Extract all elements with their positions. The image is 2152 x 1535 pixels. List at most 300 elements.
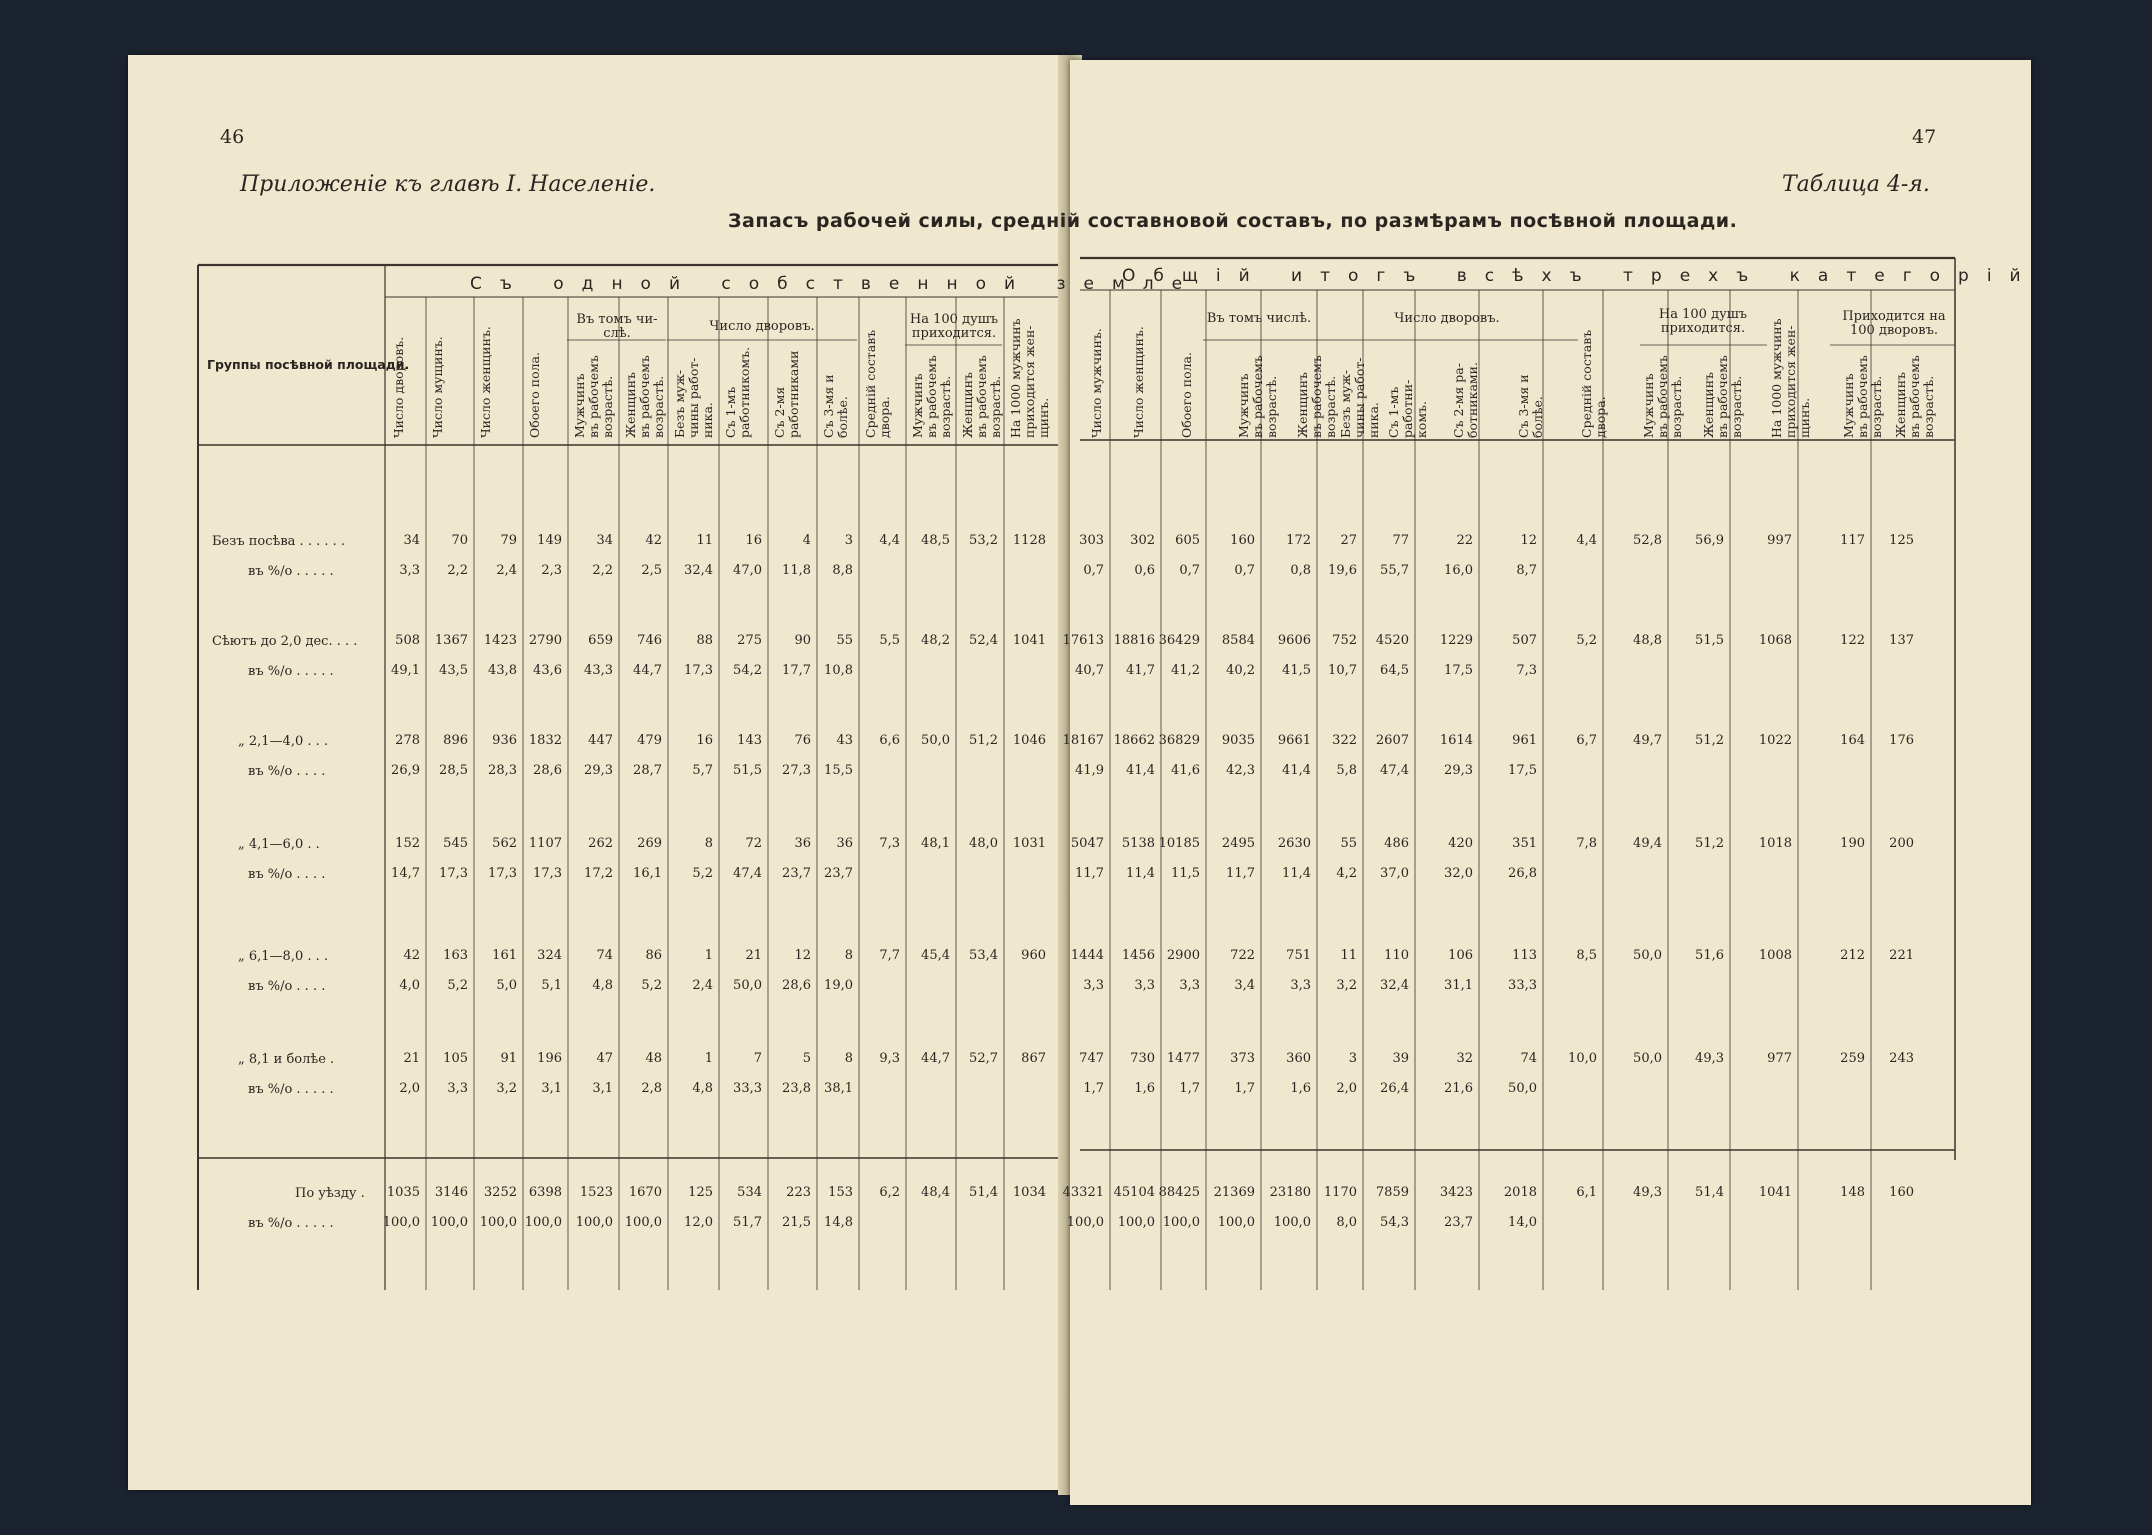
running-head-right: Таблица 4-я. xyxy=(1782,172,1930,197)
left-pct-cell: 17,3 xyxy=(488,866,517,881)
right-cell: 148 xyxy=(1840,1185,1865,1200)
left-pct-cell: 51,7 xyxy=(733,1215,762,1230)
left-cell: 1 xyxy=(704,1051,713,1066)
right-pct-cell: 41,5 xyxy=(1282,663,1311,678)
left-cell: 48,0 xyxy=(969,836,998,851)
left-cell: 1046 xyxy=(1012,733,1046,748)
right-cell: 2607 xyxy=(1375,733,1409,748)
left-pct-cell: 21,5 xyxy=(782,1215,811,1230)
left-pct-cell: 2,5 xyxy=(641,563,662,578)
right-col-header: Женщинъ въ рабочемъ возрастѣ. xyxy=(1295,355,1338,438)
left-pct-cell: 100,0 xyxy=(382,1215,420,1230)
left-pct-cell: 14,7 xyxy=(391,866,420,881)
right-col-header: Обоего пола. xyxy=(1179,352,1194,438)
right-pct-cell: 5,8 xyxy=(1336,763,1357,778)
left-cell: 8 xyxy=(844,948,853,963)
row-label: „ 4,1—6,0 . . xyxy=(238,837,320,852)
left-pct-cell: 23,8 xyxy=(782,1081,811,1096)
left-pct-cell: 100,0 xyxy=(430,1215,468,1230)
right-col-header: Женщинъ въ рабочемъ возрастѣ. xyxy=(1701,355,1744,438)
left-subheader-vtom: Въ томъ чи- слѣ. xyxy=(576,312,658,341)
left-pct-cell: 2,0 xyxy=(399,1081,420,1096)
right-pct-cell: 21,6 xyxy=(1444,1081,1473,1096)
left-cell: 55 xyxy=(836,633,853,648)
left-pct-cell: 4,8 xyxy=(592,978,613,993)
right-cell: 56,9 xyxy=(1695,533,1724,548)
left-cell: 53,2 xyxy=(969,533,998,548)
right-cell: 51,4 xyxy=(1695,1185,1724,1200)
right-cell: 2495 xyxy=(1221,836,1255,851)
right-pct-cell: 100,0 xyxy=(1273,1215,1311,1230)
right-cell: 48,8 xyxy=(1633,633,1662,648)
right-pct-cell: 17,5 xyxy=(1508,763,1537,778)
right-pct-cell: 3,3 xyxy=(1179,978,1200,993)
right-pct-cell: 40,7 xyxy=(1075,663,1104,678)
row-label: Безъ посѣва . . . . . . xyxy=(212,534,346,549)
right-cell: 5138 xyxy=(1121,836,1155,851)
left-cell: 1031 xyxy=(1012,836,1046,851)
right-pct-cell: 16,0 xyxy=(1444,563,1473,578)
left-cell: 269 xyxy=(637,836,662,851)
left-subheader-dvory: Число дворовъ. xyxy=(709,319,815,334)
left-cell: 867 xyxy=(1021,1051,1046,1066)
left-cell: 4 xyxy=(802,533,811,548)
right-pct-cell: 40,2 xyxy=(1226,663,1255,678)
left-cell: 34 xyxy=(596,533,613,548)
right-cell: 730 xyxy=(1130,1051,1155,1066)
left-group-header: Съ одной собственной земле xyxy=(470,274,1201,294)
right-cell: 122 xyxy=(1840,633,1865,648)
right-cell: 39 xyxy=(1392,1051,1409,1066)
right-cell: 1614 xyxy=(1439,733,1473,748)
left-cell: 90 xyxy=(794,633,811,648)
left-pct-cell: 47,4 xyxy=(733,866,762,881)
right-cell: 51,2 xyxy=(1695,836,1724,851)
right-col-header: Мужчинъ въ рабочемъ возрастѣ. xyxy=(1841,355,1884,438)
left-cell: 152 xyxy=(395,836,420,851)
left-cell: 562 xyxy=(492,836,517,851)
left-cell: 70 xyxy=(451,533,468,548)
left-pct-cell: 26,9 xyxy=(391,763,420,778)
left-page-number: 46 xyxy=(220,126,245,148)
right-cell: 110 xyxy=(1384,948,1409,963)
right-cell: 164 xyxy=(1840,733,1865,748)
right-cell: 172 xyxy=(1286,533,1311,548)
left-cell: 7 xyxy=(753,1051,762,1066)
left-cell: 1523 xyxy=(579,1185,613,1200)
left-pct-cell: 28,5 xyxy=(439,763,468,778)
title-part-left: Запасъ рабочей силы, средній состав xyxy=(728,210,1163,232)
right-cell: 221 xyxy=(1889,948,1914,963)
left-pct-cell: 3,1 xyxy=(592,1081,613,1096)
right-pct-cell: 3,3 xyxy=(1134,978,1155,993)
right-page-number: 47 xyxy=(1912,126,1937,148)
right-cell: 36429 xyxy=(1158,633,1200,648)
left-cell: 1035 xyxy=(386,1185,420,1200)
left-pct-cell: 12,0 xyxy=(684,1215,713,1230)
right-pct-cell: 50,0 xyxy=(1508,1081,1537,1096)
right-pct-cell: 64,5 xyxy=(1380,663,1409,678)
right-subheader-na100: На 100 душъ приходится. xyxy=(1658,307,1748,336)
right-pct-cell: 0,7 xyxy=(1083,563,1104,578)
left-cell: 51,4 xyxy=(969,1185,998,1200)
left-cell: 479 xyxy=(637,733,662,748)
right-cell: 351 xyxy=(1512,836,1537,851)
left-pct-cell: 5,1 xyxy=(541,978,562,993)
right-cell: 1477 xyxy=(1166,1051,1200,1066)
left-pct-cell: 28,6 xyxy=(533,763,562,778)
right-cell: 45104 xyxy=(1113,1185,1155,1200)
left-cell: 936 xyxy=(492,733,517,748)
right-pct-cell: 11,7 xyxy=(1075,866,1104,881)
left-col-header: Мужчинъ въ рабочемъ возрастѣ. xyxy=(572,355,615,438)
left-pct-cell: 44,7 xyxy=(633,663,662,678)
right-cell: 137 xyxy=(1889,633,1914,648)
left-cell: 1041 xyxy=(1012,633,1046,648)
left-cell: 52,4 xyxy=(969,633,998,648)
right-cell: 74 xyxy=(1520,1051,1537,1066)
right-cell: 1018 xyxy=(1758,836,1792,851)
right-col-header: Съ 2-мя ра- ботниками. xyxy=(1451,362,1480,438)
left-pct-cell: 14,8 xyxy=(824,1215,853,1230)
right-cell: 18816 xyxy=(1113,633,1155,648)
right-cell: 43321 xyxy=(1062,1185,1104,1200)
right-pct-cell: 41,9 xyxy=(1075,763,1104,778)
right-pct-cell: 0,7 xyxy=(1234,563,1255,578)
left-cell: 48 xyxy=(645,1051,662,1066)
right-pct-cell: 33,3 xyxy=(1508,978,1537,993)
left-cell: 16 xyxy=(745,533,762,548)
left-pct-cell: 5,0 xyxy=(496,978,517,993)
left-pct-cell: 23,7 xyxy=(824,866,853,881)
right-cell: 3 xyxy=(1348,1051,1357,1066)
right-cell: 4,4 xyxy=(1576,533,1597,548)
right-cell: 6,7 xyxy=(1576,733,1597,748)
left-pct-cell: 17,3 xyxy=(533,866,562,881)
right-cell: 9035 xyxy=(1221,733,1255,748)
left-col-header: Женщинъ въ рабочемъ возрастѣ. xyxy=(623,355,666,438)
row-label: „ 6,1—8,0 . . . xyxy=(238,949,329,964)
left-cell: 1367 xyxy=(434,633,468,648)
left-cell: 534 xyxy=(737,1185,762,1200)
right-cell: 10,0 xyxy=(1568,1051,1597,1066)
left-cell: 659 xyxy=(588,633,613,648)
right-cell: 160 xyxy=(1230,533,1255,548)
left-pct-cell: 27,3 xyxy=(782,763,811,778)
right-cell: 125 xyxy=(1889,533,1914,548)
right-cell: 176 xyxy=(1889,733,1914,748)
left-col-header: Безъ муж- чины работ- ника. xyxy=(672,357,715,438)
left-cell: 44,7 xyxy=(921,1051,950,1066)
right-pct-cell: 10,7 xyxy=(1328,663,1357,678)
right-pct-cell: 1,6 xyxy=(1290,1081,1311,1096)
right-cell: 605 xyxy=(1175,533,1200,548)
left-cell: 143 xyxy=(737,733,762,748)
right-cell: 5047 xyxy=(1070,836,1104,851)
left-cell: 3146 xyxy=(434,1185,468,1200)
left-col-header: Мужчинъ въ рабочемъ возрастѣ. xyxy=(910,355,953,438)
right-cell: 11 xyxy=(1340,948,1357,963)
right-cell: 212 xyxy=(1840,948,1865,963)
right-cell: 106 xyxy=(1448,948,1473,963)
left-cell: 8 xyxy=(704,836,713,851)
right-cell: 8,5 xyxy=(1576,948,1597,963)
left-cell: 1832 xyxy=(528,733,562,748)
left-pct-cell: 8,8 xyxy=(832,563,853,578)
left-cell: 36 xyxy=(794,836,811,851)
right-pct-cell: 41,4 xyxy=(1126,763,1155,778)
left-cell: 262 xyxy=(588,836,613,851)
right-cell: 1041 xyxy=(1758,1185,1792,1200)
left-pct-cell: 2,4 xyxy=(496,563,517,578)
left-cell: 9,3 xyxy=(879,1051,900,1066)
left-cell: 51,2 xyxy=(969,733,998,748)
left-cell: 43 xyxy=(836,733,853,748)
right-col-header: На 1000 мужчинъ приходится жен- щинъ. xyxy=(1769,318,1812,438)
right-col-header: Число мужчинъ. xyxy=(1089,328,1104,438)
right-cell: 4520 xyxy=(1375,633,1409,648)
left-cell: 3 xyxy=(844,533,853,548)
right-cell: 10185 xyxy=(1158,836,1200,851)
right-cell: 2900 xyxy=(1166,948,1200,963)
left-pct-cell: 32,4 xyxy=(684,563,713,578)
left-pct-cell: 50,0 xyxy=(733,978,762,993)
left-cell: 746 xyxy=(637,633,662,648)
row-pct-label: въ %/о . . . . . xyxy=(248,664,334,679)
right-pct-cell: 26,4 xyxy=(1380,1081,1409,1096)
right-pct-cell: 41,6 xyxy=(1171,763,1200,778)
left-pct-cell: 3,1 xyxy=(541,1081,562,1096)
left-cell: 5 xyxy=(802,1051,811,1066)
right-pct-cell: 41,4 xyxy=(1282,763,1311,778)
row-label: „ 8,1 и болѣе . xyxy=(238,1052,335,1067)
right-pct-cell: 0,8 xyxy=(1290,563,1311,578)
left-pct-cell: 43,6 xyxy=(533,663,562,678)
right-cell: 1444 xyxy=(1070,948,1104,963)
left-pct-cell: 51,5 xyxy=(733,763,762,778)
row-label: Сѣютъ до 2,0 дес. . . . xyxy=(212,634,358,649)
left-cell: 1 xyxy=(704,948,713,963)
left-pct-cell: 100,0 xyxy=(524,1215,562,1230)
left-cell: 1128 xyxy=(1012,533,1046,548)
left-pct-cell: 17,3 xyxy=(439,866,468,881)
left-cell: 508 xyxy=(395,633,420,648)
left-cell: 105 xyxy=(443,1051,468,1066)
right-cell: 21369 xyxy=(1213,1185,1255,1200)
right-pct-cell: 3,3 xyxy=(1290,978,1311,993)
right-pct-cell: 29,3 xyxy=(1444,763,1473,778)
right-cell: 7,8 xyxy=(1576,836,1597,851)
right-cell: 5,2 xyxy=(1576,633,1597,648)
right-pct-cell: 47,4 xyxy=(1380,763,1409,778)
right-cell: 51,2 xyxy=(1695,733,1724,748)
right-cell: 1008 xyxy=(1758,948,1792,963)
left-pct-cell: 2,2 xyxy=(592,563,613,578)
left-cell: 86 xyxy=(645,948,662,963)
right-pct-cell: 100,0 xyxy=(1117,1215,1155,1230)
left-cell: 47 xyxy=(596,1051,613,1066)
left-pct-cell: 3,2 xyxy=(496,1081,517,1096)
left-col-header: Число мущинъ. xyxy=(430,336,445,438)
left-pct-cell: 5,7 xyxy=(692,763,713,778)
left-pct-cell: 54,2 xyxy=(733,663,762,678)
right-cell: 259 xyxy=(1840,1051,1865,1066)
right-pct-cell: 8,7 xyxy=(1516,563,1537,578)
right-pct-cell: 23,7 xyxy=(1444,1215,1473,1230)
left-cell: 153 xyxy=(828,1185,853,1200)
left-pct-cell: 33,3 xyxy=(733,1081,762,1096)
left-pct-cell: 11,8 xyxy=(782,563,811,578)
left-cell: 6398 xyxy=(528,1185,562,1200)
right-pct-cell: 26,8 xyxy=(1508,866,1537,881)
right-cell: 9661 xyxy=(1277,733,1311,748)
left-cell: 7,7 xyxy=(879,948,900,963)
left-cell: 125 xyxy=(688,1185,713,1200)
left-pct-cell: 47,0 xyxy=(733,563,762,578)
right-cell: 50,0 xyxy=(1633,1051,1662,1066)
right-pct-cell: 1,7 xyxy=(1234,1081,1255,1096)
right-group-header: Общій итогъ всѣхъ трехъ категорій. xyxy=(1122,266,2062,286)
right-col-header: Съ 3-мя и болѣе. xyxy=(1516,374,1545,438)
right-pct-cell: 100,0 xyxy=(1162,1215,1200,1230)
left-cell: 6,2 xyxy=(879,1185,900,1200)
left-cell: 275 xyxy=(737,633,762,648)
left-cell: 88 xyxy=(696,633,713,648)
right-cell: 243 xyxy=(1889,1051,1914,1066)
right-col-header: Число женщинъ. xyxy=(1131,326,1146,438)
right-pct-cell: 100,0 xyxy=(1066,1215,1104,1230)
left-pct-cell: 17,2 xyxy=(584,866,613,881)
left-cell: 223 xyxy=(786,1185,811,1200)
right-pct-cell: 1,6 xyxy=(1134,1081,1155,1096)
right-cell: 12 xyxy=(1520,533,1537,548)
right-cell: 160 xyxy=(1889,1185,1914,1200)
left-cell: 7,3 xyxy=(879,836,900,851)
left-pct-cell: 5,2 xyxy=(692,866,713,881)
left-cell: 163 xyxy=(443,948,468,963)
right-cell: 747 xyxy=(1079,1051,1104,1066)
left-cell: 5,5 xyxy=(879,633,900,648)
right-cell: 117 xyxy=(1840,533,1865,548)
left-pct-cell: 3,3 xyxy=(399,563,420,578)
left-cell: 11 xyxy=(696,533,713,548)
left-pct-cell: 28,3 xyxy=(488,763,517,778)
left-cell: 161 xyxy=(492,948,517,963)
left-cell: 45,4 xyxy=(921,948,950,963)
left-col-header: Средній составъ двора. xyxy=(863,329,892,438)
left-cell: 6,6 xyxy=(879,733,900,748)
right-pct-cell: 3,3 xyxy=(1083,978,1104,993)
right-cell: 22 xyxy=(1456,533,1473,548)
left-cell: 48,1 xyxy=(921,836,950,851)
right-cell: 1022 xyxy=(1758,733,1792,748)
left-col-header: На 1000 мужчинъ приходится жен- щинъ. xyxy=(1008,318,1051,438)
right-pct-cell: 37,0 xyxy=(1380,866,1409,881)
right-col-header: Женщинъ въ рабочемъ возрастѣ. xyxy=(1893,355,1936,438)
left-cell: 4,4 xyxy=(879,533,900,548)
right-cell: 751 xyxy=(1286,948,1311,963)
right-pct-cell: 4,2 xyxy=(1336,866,1357,881)
left-cell: 42 xyxy=(645,533,662,548)
left-pct-cell: 2,8 xyxy=(641,1081,662,1096)
title-part-right: новой составъ, по размѣрамъ посѣвной площади. xyxy=(1162,210,1738,232)
right-cell: 88425 xyxy=(1158,1185,1200,1200)
left-cell: 48,5 xyxy=(921,533,950,548)
row-label: „ 2,1—4,0 . . . xyxy=(238,734,329,749)
right-cell: 17613 xyxy=(1062,633,1104,648)
left-pct-cell: 2,3 xyxy=(541,563,562,578)
right-subheader-prih: Приходится на 100 дворовъ. xyxy=(1842,309,1946,338)
right-pct-cell: 32,4 xyxy=(1380,978,1409,993)
right-pct-cell: 1,7 xyxy=(1179,1081,1200,1096)
right-col-header: Мужчинъ въ рабочемъ возрастѣ. xyxy=(1641,355,1684,438)
left-col-header: Съ 1-мъ работникомъ. xyxy=(723,346,752,438)
right-pct-cell: 1,7 xyxy=(1083,1081,1104,1096)
right-cell: 1170 xyxy=(1323,1185,1357,1200)
right-subheader-dvory: Число дворовъ. xyxy=(1394,311,1500,326)
right-subheader-vtom: Въ томъ числѣ. xyxy=(1206,311,1312,326)
right-cell: 507 xyxy=(1512,633,1537,648)
left-pct-cell: 17,7 xyxy=(782,663,811,678)
right-cell: 486 xyxy=(1384,836,1409,851)
left-pct-cell: 29,3 xyxy=(584,763,613,778)
left-pct-cell: 43,8 xyxy=(488,663,517,678)
right-cell: 77 xyxy=(1392,533,1409,548)
left-pct-cell: 38,1 xyxy=(824,1081,853,1096)
left-col-header: Женщинъ въ рабочемъ возрастѣ. xyxy=(960,355,1003,438)
left-pct-cell: 49,1 xyxy=(391,663,420,678)
left-cell: 52,7 xyxy=(969,1051,998,1066)
right-cell: 36829 xyxy=(1158,733,1200,748)
left-pct-cell: 28,7 xyxy=(633,763,662,778)
right-cell: 32 xyxy=(1456,1051,1473,1066)
left-cell: 447 xyxy=(588,733,613,748)
right-cell: 52,8 xyxy=(1633,533,1662,548)
left-pct-cell: 10,8 xyxy=(824,663,853,678)
left-cell: 48,4 xyxy=(921,1185,950,1200)
right-cell: 1229 xyxy=(1439,633,1473,648)
right-pct-cell: 14,0 xyxy=(1508,1215,1537,1230)
left-col-header: Число женщинъ. xyxy=(478,326,493,438)
right-cell: 200 xyxy=(1889,836,1914,851)
row-pct-label: въ %/о . . . . . xyxy=(248,1082,334,1097)
row-pct-label: въ %/о . . . . . xyxy=(248,1216,334,1231)
right-pct-cell: 32,0 xyxy=(1444,866,1473,881)
right-pct-cell: 0,7 xyxy=(1179,563,1200,578)
left-cell: 1423 xyxy=(483,633,517,648)
left-cell: 896 xyxy=(443,733,468,748)
right-pct-cell: 11,5 xyxy=(1171,866,1200,881)
right-pct-cell: 42,3 xyxy=(1226,763,1255,778)
left-pct-cell: 43,3 xyxy=(584,663,613,678)
right-cell: 55 xyxy=(1340,836,1357,851)
left-cell: 21 xyxy=(403,1051,420,1066)
running-head-left: Приложеніе къ главѣ I. Населеніе. xyxy=(240,172,656,197)
right-cell: 1456 xyxy=(1121,948,1155,963)
left-col-header: Съ 2-мя работниками xyxy=(772,350,801,438)
left-col-header: Обоего пола. xyxy=(527,352,542,438)
right-cell: 51,5 xyxy=(1695,633,1724,648)
right-cell: 302 xyxy=(1130,533,1155,548)
left-cell: 74 xyxy=(596,948,613,963)
left-pct-cell: 19,0 xyxy=(824,978,853,993)
right-pct-cell: 7,3 xyxy=(1516,663,1537,678)
right-pct-cell: 11,7 xyxy=(1226,866,1255,881)
stub-header: Группы посѣвной площади. xyxy=(207,357,410,372)
left-pct-cell: 17,3 xyxy=(684,663,713,678)
right-cell: 49,7 xyxy=(1633,733,1662,748)
left-cell: 91 xyxy=(500,1051,517,1066)
